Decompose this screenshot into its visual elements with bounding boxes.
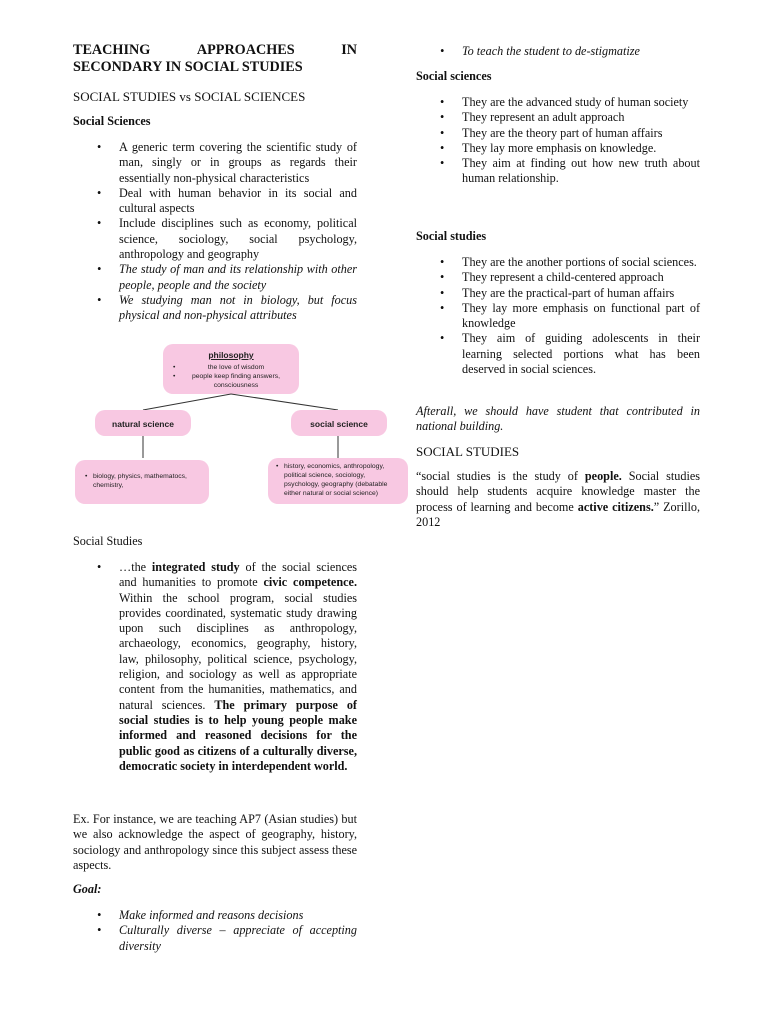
subtitle: SOCIAL STUDIES vs SOCIAL SCIENCES — [73, 89, 306, 104]
list-item — [73, 560, 357, 774]
afterall-paragraph: Afterall, we should have student that contributed in national building. — [416, 404, 700, 434]
bold-text: The primary purpose of social studies is to help young people make informed and reasoned decisions for the public good as citizens of a culturally diverse, democratic society in interdependent world. — [119, 697, 357, 773]
goal-list — [73, 908, 357, 954]
quote-paragraph — [416, 469, 700, 530]
natural-science-title: natural science — [112, 419, 174, 429]
list-item: • A generic term covering the scientific study of man, singly or in groups as regards their essentially non-physical characteristics — [73, 140, 357, 186]
list-item: • They lay more emphasis on knowledge. — [416, 141, 700, 156]
list-item: • The study of man and its relationship with other people, people and the society — [73, 262, 357, 293]
social-studies-caps-heading: SOCIAL STUDIES — [416, 444, 520, 459]
list-item: • Make informed and reasons decisions — [73, 908, 357, 923]
text-span: …the — [119, 560, 152, 574]
title-word: TEACHING — [73, 42, 151, 58]
top-item-list — [416, 44, 700, 59]
document-title — [73, 42, 357, 76]
list-item: • They are the another portions of social sciences. — [416, 255, 700, 270]
example-paragraph: Ex. For instance, we are teaching AP7 (Asian studies) but we also acknowledge the aspect of geography, history, sociology and anthropology since this subject assess these aspects. — [73, 812, 357, 872]
social-science-details — [268, 458, 408, 504]
philosophy-item: • the love of wisdom — [171, 363, 291, 372]
social-studies-heading-right: Social studies — [416, 229, 487, 243]
list-item: • We studying man not in biology, but focus physical and non-physical attributes — [73, 293, 357, 324]
bold-text: civic competence. — [263, 575, 357, 590]
social-sciences-heading: Social Sciences — [73, 114, 151, 128]
list-item: • They are the practical-part of human affairs — [416, 286, 700, 301]
social-sciences-list — [73, 140, 357, 324]
natural-science-details — [75, 460, 209, 504]
title-word: IN — [341, 42, 357, 58]
social-science-title: social science — [310, 419, 368, 429]
list-item: • Culturally diverse – appreciate of accepting diversity — [73, 923, 357, 954]
text-span: “social studies is the study of — [416, 469, 585, 483]
bold-text: integrated study — [151, 560, 240, 574]
social-science-box — [291, 410, 387, 436]
bold-text: people. — [584, 469, 622, 483]
philosophy-title: philosophy — [208, 350, 254, 360]
social-science-item: • history, economics, anthropology, political science, sociology, psychology, geography (debatable either natural or social science) — [274, 462, 402, 498]
social-studies-features — [416, 255, 700, 377]
list-item: • They aim at finding out how new truth about human relationship. — [416, 156, 700, 187]
title-word: APPROACHES — [196, 42, 295, 58]
natural-science-box — [95, 410, 191, 436]
list-item: • They represent an adult approach — [416, 110, 700, 125]
text-span: Social studies should help students acquire knowledge master the process of learning and become — [416, 469, 700, 514]
social-studies-label: Social Studies — [73, 534, 143, 548]
bold-text: active citizens. — [577, 499, 654, 514]
text-span: ” Zorillo, 2012 — [416, 499, 700, 529]
list-item: • They lay more emphasis on functional part of knowledge — [416, 301, 700, 332]
text-span: Within the school program, social studies provides coordinated, systematic study drawing upon such disciplines as anthropology, archaeology, economics, geography, history, law, philosophy, political science, psychology, religion, and sociology as well as appropriate content from the humanities, mathematics, and natural sciences. — [119, 590, 357, 712]
list-item: • Deal with human behavior in its social and cultural aspects — [73, 186, 357, 217]
list-item: • They aim of guiding adolescents in their learning selected portions what has been deserved in social sciences. — [416, 331, 700, 377]
list-item: • Include disciplines such as economy, political science, sociology, social psychology, anthropology and geography — [73, 216, 357, 262]
integrated-study-list — [73, 560, 357, 774]
social-sciences-heading-right: Social sciences — [416, 69, 492, 83]
goal-label: Goal: — [73, 882, 102, 896]
social-sciences-features — [416, 95, 700, 187]
philosophy-diagram — [73, 340, 411, 510]
philosophy-item: • people keep finding answers, consciousness — [171, 372, 291, 390]
natural-science-item: • biology, physics, mathematocs, chemistry, — [83, 472, 201, 490]
list-item: • To teach the student to de-stigmatize — [416, 44, 700, 59]
list-item: • They are the theory part of human affairs — [416, 126, 700, 141]
list-item: • They represent a child-centered approach — [416, 270, 700, 285]
text-span: of the social sciences and humanities to promote — [119, 560, 357, 590]
list-item: • They are the advanced study of human society — [416, 95, 700, 110]
title-line-2: SECONDARY IN SOCIAL STUDIES — [73, 59, 303, 75]
